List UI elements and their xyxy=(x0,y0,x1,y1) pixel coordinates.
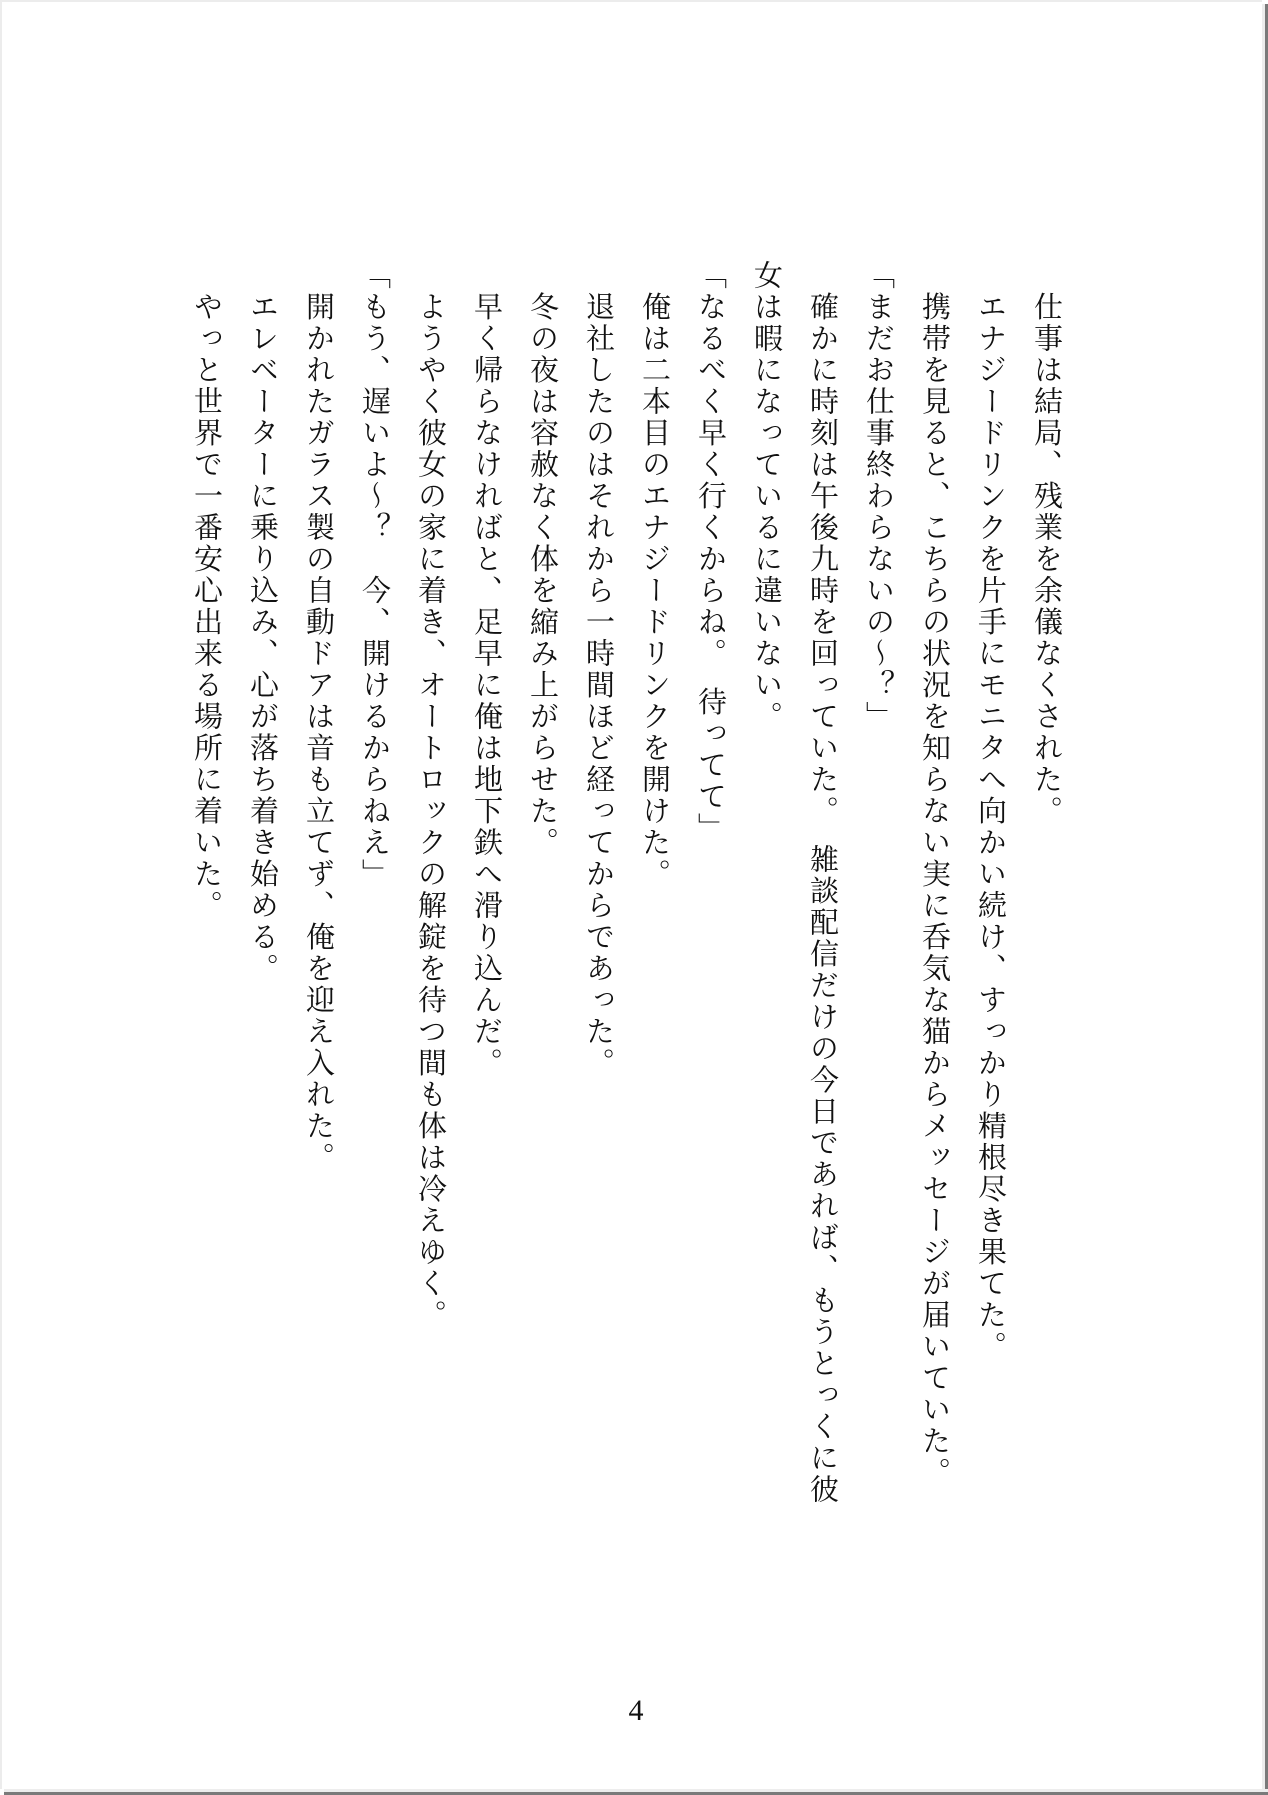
text-line: 開かれたガラス製の自動ドアは音も立てず、俺を迎え入れた。 xyxy=(302,260,336,1174)
text-line: 携帯を見ると、こちらの状況を知らない実に呑気な猫からメッセージが届いていた。 xyxy=(918,260,952,1489)
text-line: エレベーターに乗り込み、心が落ち着き始める。 xyxy=(246,260,280,985)
text-line: エナジードリンクを片手にモニタへ向かい続け、すっかり精根尽き果てた。 xyxy=(974,260,1008,1363)
vertical-body-text xyxy=(135,260,1075,1560)
text-line: 確かに時刻は午後九時を回っていた。 雑談配信だけの今日であれば、もうとっくに彼 xyxy=(806,260,840,1506)
page-shadow-bottom xyxy=(4,1789,1268,1795)
text-line: 俺は二本目のエナジードリンクを開けた。 xyxy=(638,260,672,890)
dialogue-line: 「もう、遅いよ～？ 今、開けるからねえ」 xyxy=(358,260,392,890)
page-shadow-right xyxy=(1262,4,1268,1795)
page-number: 4 xyxy=(628,1694,644,1727)
text-line: ようやく彼女の家に着き、オートロックの解錠を待つ間も体は冷えゆく。 xyxy=(414,260,448,1331)
text-line: 冬の夜は容赦なく体を縮み上がらせた。 xyxy=(526,260,560,859)
text-line: 仕事は結局、残業を余儀なくされた。 xyxy=(1030,260,1064,827)
dialogue-line: 「まだお仕事終わらないの～？」 xyxy=(862,260,896,733)
text-line-continuation: 女は暇になっているに違いない。 xyxy=(750,260,784,733)
text-line: やっと世界で一番安心出来る場所に着いた。 xyxy=(190,260,224,922)
text-line: 早く帰らなければと、足早に俺は地下鉄へ滑り込んだ。 xyxy=(470,260,504,1079)
dialogue-line: 「なるべく早く行くからね。 待ってて」 xyxy=(694,260,728,844)
text-line: 退社したのはそれから一時間ほど経ってからであった。 xyxy=(582,260,616,1079)
